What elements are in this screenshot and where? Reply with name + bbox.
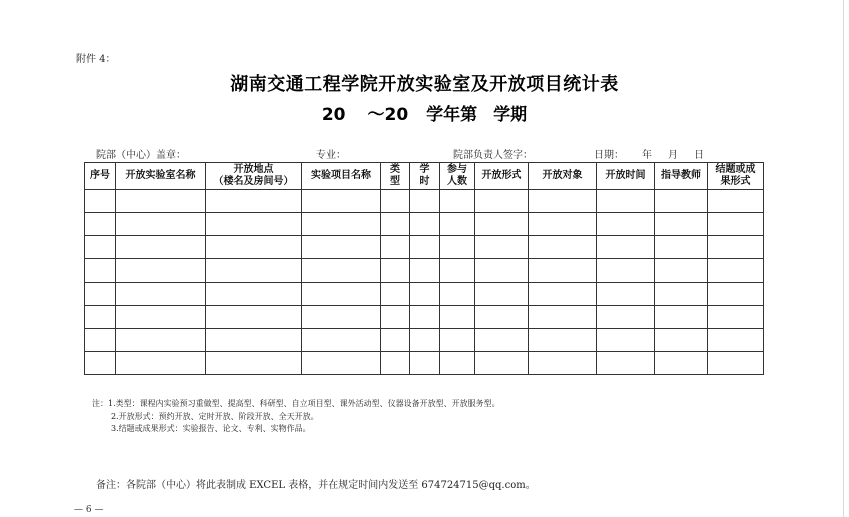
- table-cell[interactable]: [440, 190, 475, 213]
- remark-text: 备注：各院部（中心）将此表制成 EXCEL 表格，并在规定时间内发送至 674724715@qq.com。: [96, 480, 536, 491]
- table-cell[interactable]: [655, 213, 708, 236]
- table-cell[interactable]: [475, 213, 529, 236]
- meta-month: 月: [668, 150, 678, 161]
- page-number: — 6 —: [74, 505, 104, 515]
- table-cell[interactable]: [597, 236, 655, 259]
- table-cell[interactable]: [529, 190, 597, 213]
- table-cell[interactable]: [655, 328, 708, 351]
- table-cell[interactable]: [708, 351, 764, 374]
- table-cell[interactable]: [116, 213, 206, 236]
- table-cell[interactable]: [206, 190, 302, 213]
- table-cell[interactable]: [302, 328, 381, 351]
- table-cell[interactable]: [85, 351, 116, 374]
- table-row: [85, 328, 764, 351]
- table-cell[interactable]: [440, 236, 475, 259]
- table-cell[interactable]: [302, 213, 381, 236]
- table-cell[interactable]: [655, 236, 708, 259]
- table-cell[interactable]: [529, 351, 597, 374]
- table-cell[interactable]: [597, 328, 655, 351]
- table-cell[interactable]: [708, 328, 764, 351]
- table-cell[interactable]: [440, 213, 475, 236]
- table-cell[interactable]: [597, 190, 655, 213]
- table-row: [85, 236, 764, 259]
- table-row: [85, 213, 764, 236]
- table-cell[interactable]: [529, 236, 597, 259]
- table-cell[interactable]: [440, 282, 475, 305]
- table-cell[interactable]: [85, 328, 116, 351]
- table-cell[interactable]: [655, 351, 708, 374]
- table-cell[interactable]: [206, 328, 302, 351]
- table-cell[interactable]: [302, 236, 381, 259]
- header-open-target: 开放对象: [529, 163, 597, 190]
- statistics-table: [84, 162, 764, 375]
- meta-dept: 院部（中心）盖章：: [96, 150, 186, 161]
- header-result-form: 结题或成 果形式: [708, 163, 764, 190]
- table-cell[interactable]: [440, 259, 475, 282]
- table-cell[interactable]: [381, 259, 410, 282]
- table-cell[interactable]: [475, 236, 529, 259]
- table-cell[interactable]: [475, 351, 529, 374]
- table-cell[interactable]: [381, 190, 410, 213]
- meta-signer: 院部负责人签字：: [453, 150, 533, 161]
- table-cell[interactable]: [85, 236, 116, 259]
- subtitle-term-label: 学期: [493, 105, 528, 125]
- subtitle-year-label: 学年第: [426, 105, 478, 125]
- table-cell[interactable]: [410, 328, 440, 351]
- table-row: [85, 259, 764, 282]
- notes-block: [92, 398, 500, 436]
- table-cell[interactable]: [708, 236, 764, 259]
- note-result-form: 3.结题或成果形式：实验报告、论文、专利、实物作品。: [111, 424, 311, 433]
- table-cell[interactable]: [116, 282, 206, 305]
- table-cell[interactable]: [381, 282, 410, 305]
- table-cell[interactable]: [116, 259, 206, 282]
- document-title: 湖南交通工程学院开放实验室及开放项目统计表: [230, 74, 619, 95]
- table-row: [85, 305, 764, 328]
- table-cell[interactable]: [206, 236, 302, 259]
- table-cell[interactable]: [655, 282, 708, 305]
- table-cell[interactable]: [85, 213, 116, 236]
- table-cell[interactable]: [116, 190, 206, 213]
- table-cell[interactable]: [302, 190, 381, 213]
- table-cell[interactable]: [708, 282, 764, 305]
- table-cell[interactable]: [302, 282, 381, 305]
- header-open-time: 开放时间: [597, 163, 655, 190]
- table-cell[interactable]: [116, 236, 206, 259]
- table-cell[interactable]: [440, 305, 475, 328]
- table-cell[interactable]: [708, 259, 764, 282]
- note-open-form: 2.开放形式：预约开放、定时开放、阶段开放、全天开放。: [111, 411, 319, 421]
- table-cell[interactable]: [708, 190, 764, 213]
- table-cell[interactable]: [475, 259, 529, 282]
- table-cell[interactable]: [302, 259, 381, 282]
- subtitle-year-end: ～20: [367, 105, 409, 125]
- table-row: [85, 351, 764, 374]
- table-row: [85, 282, 764, 305]
- table-cell[interactable]: [116, 305, 206, 328]
- table-cell[interactable]: [597, 351, 655, 374]
- table-cell[interactable]: [85, 259, 116, 282]
- header-open-form: 开放形式: [475, 163, 529, 190]
- meta-year: 年: [642, 150, 652, 161]
- header-instructor: 指导教师: [655, 163, 708, 190]
- table-cell[interactable]: [708, 213, 764, 236]
- header-lab-name: 开放实验室名称: [116, 163, 206, 190]
- attachment-label: 附件 4：: [76, 54, 116, 65]
- table-cell[interactable]: [302, 351, 381, 374]
- table-cell[interactable]: [529, 213, 597, 236]
- table-cell[interactable]: [597, 213, 655, 236]
- table-cell[interactable]: [302, 305, 381, 328]
- table-cell[interactable]: [475, 305, 529, 328]
- meta-major: 专业：: [316, 150, 346, 161]
- table-cell[interactable]: [475, 190, 529, 213]
- table-cell[interactable]: [206, 213, 302, 236]
- table-cell[interactable]: [206, 351, 302, 374]
- table-cell[interactable]: [85, 190, 116, 213]
- table-cell[interactable]: [410, 236, 440, 259]
- header-project-name: 实验项目名称: [302, 163, 381, 190]
- table-cell[interactable]: [85, 305, 116, 328]
- table-row: [85, 190, 764, 213]
- table-cell[interactable]: [529, 282, 597, 305]
- table-cell[interactable]: [381, 213, 410, 236]
- table-cell[interactable]: [655, 305, 708, 328]
- table-cell[interactable]: [381, 236, 410, 259]
- header-type: 类 型: [381, 163, 410, 190]
- header-hours: 学 时: [410, 163, 440, 190]
- table-cell[interactable]: [475, 282, 529, 305]
- note-type: 注：1.类型：课程内实验预习重做型、提高型、科研型、自立项目型、课外活动型、仪器设备开放型、开放服务型。: [92, 399, 500, 408]
- table-cell[interactable]: [206, 305, 302, 328]
- table-cell[interactable]: [440, 328, 475, 351]
- subtitle-year-start: 20: [321, 105, 346, 125]
- table-cell[interactable]: [410, 190, 440, 213]
- table-cell[interactable]: [85, 282, 116, 305]
- document-subtitle: [0, 100, 849, 125]
- table-cell[interactable]: [381, 305, 410, 328]
- table-cell[interactable]: [410, 305, 440, 328]
- table-cell[interactable]: [529, 259, 597, 282]
- table-cell[interactable]: [529, 305, 597, 328]
- table-cell[interactable]: [655, 190, 708, 213]
- table-cell[interactable]: [708, 305, 764, 328]
- table-cell[interactable]: [655, 259, 708, 282]
- table-cell[interactable]: [597, 305, 655, 328]
- table-cell[interactable]: [440, 351, 475, 374]
- header-participants: 参与 人数: [440, 163, 475, 190]
- header-location: 开放地点 （楼名及房间号）: [206, 163, 302, 190]
- header-index: 序号: [85, 163, 116, 190]
- table-cell[interactable]: [206, 282, 302, 305]
- table-body: [85, 190, 764, 375]
- table-cell[interactable]: [410, 259, 440, 282]
- table-cell[interactable]: [597, 259, 655, 282]
- table-cell[interactable]: [381, 328, 410, 351]
- table-cell[interactable]: [206, 259, 302, 282]
- table-cell[interactable]: [529, 328, 597, 351]
- table-cell[interactable]: [410, 351, 440, 374]
- table-cell[interactable]: [116, 351, 206, 374]
- meta-day: 日: [694, 150, 704, 161]
- table-cell[interactable]: [410, 213, 440, 236]
- table-cell[interactable]: [410, 282, 440, 305]
- table-cell[interactable]: [116, 328, 206, 351]
- table-header-row: [85, 163, 764, 190]
- table-cell[interactable]: [381, 351, 410, 374]
- table-cell[interactable]: [597, 282, 655, 305]
- table-cell[interactable]: [475, 328, 529, 351]
- meta-date: 日期：: [594, 150, 624, 161]
